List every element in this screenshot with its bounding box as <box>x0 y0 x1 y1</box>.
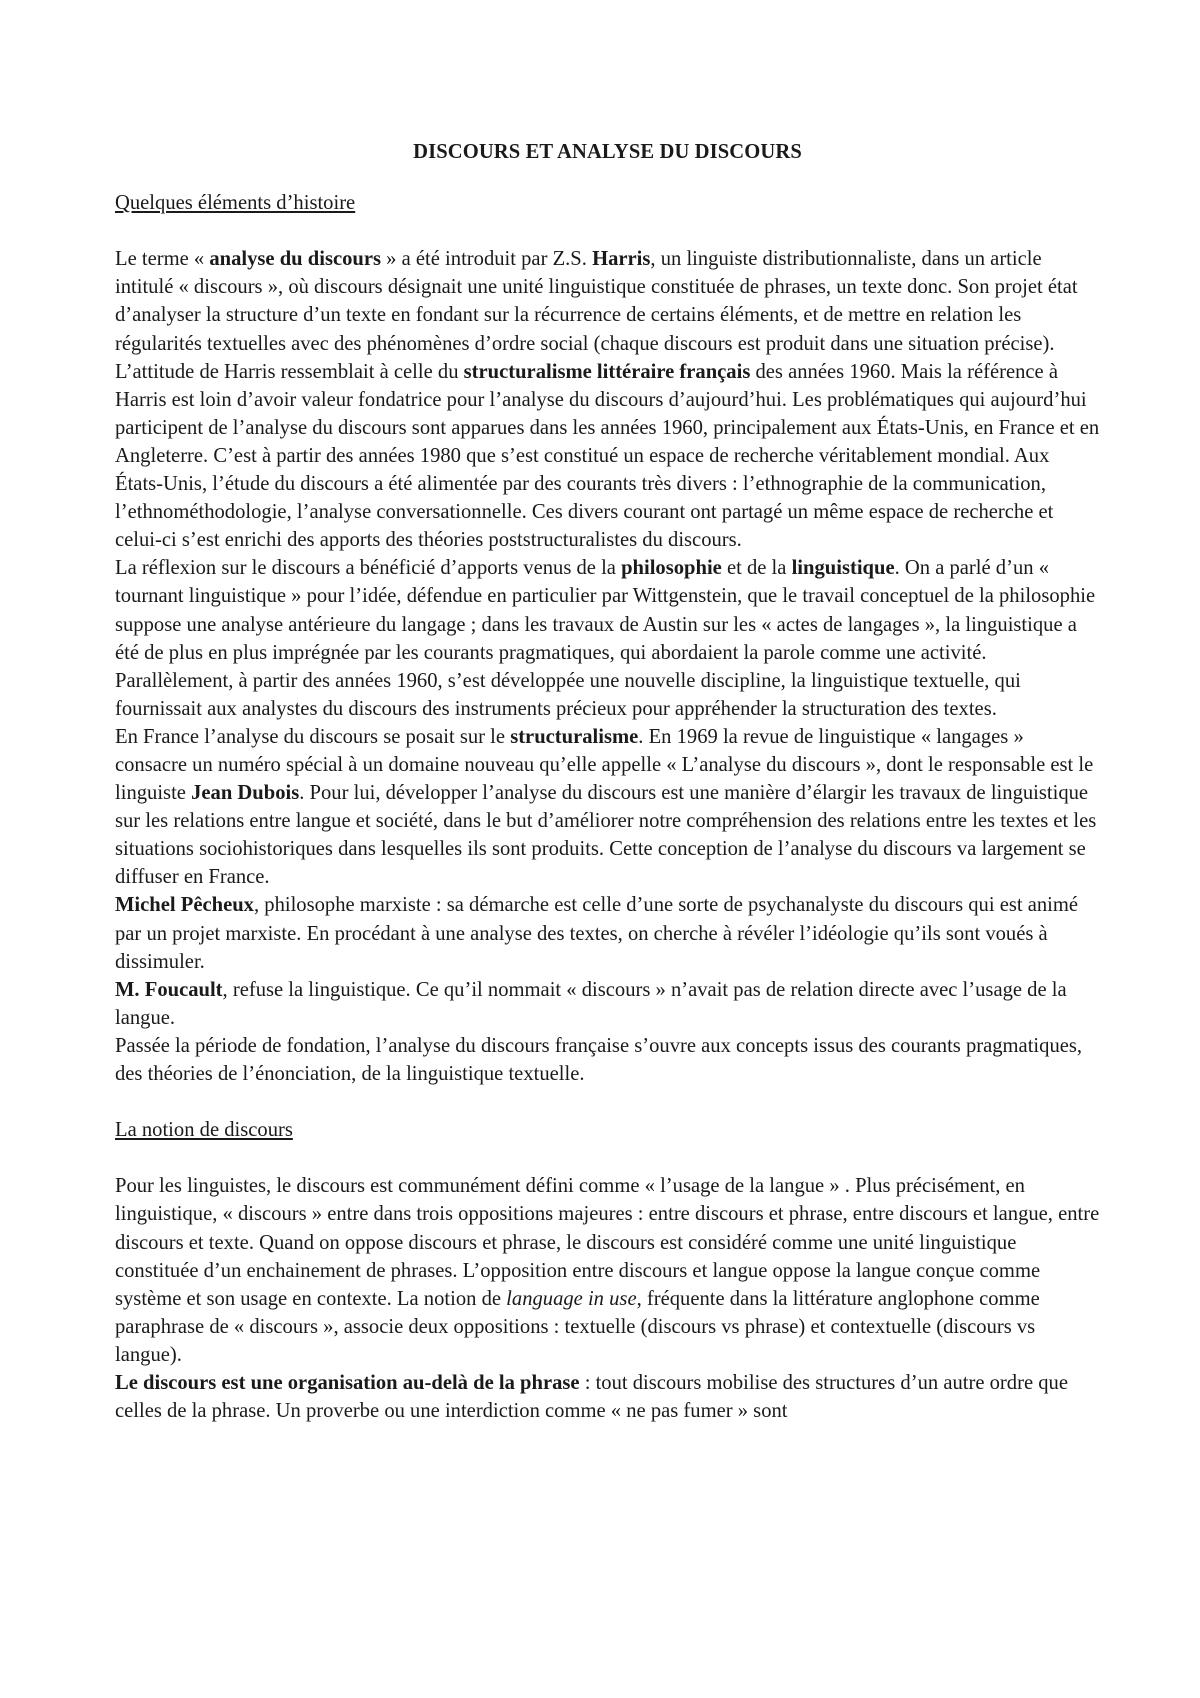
text-run: : tout discours mobilise des structures d’un autre ordre que celles de la phrase. Un proverbe ou une interdiction comme « ne pas fumer » sont <box>115 1372 1068 1423</box>
italic-term: language in use <box>506 1287 637 1310</box>
section-heading-history: Quelques éléments d’histoire <box>115 192 356 215</box>
text-run: La réflexion sur le discours a bénéficié d’apports venus de la <box>115 557 622 580</box>
text-run: Le terme « <box>115 248 210 271</box>
document-title: DISCOURS ET ANALYSE DU DISCOURS <box>413 141 802 163</box>
paragraph <box>115 976 1100 1032</box>
text-run: , un linguiste distributionnaliste, dans un article intitulé « discours », où discours désignait une unité linguistique constituée de phrases, un texte donc. Son projet état d’analyser la structure d’un texte en fondant sur la récurrence de certains éléments, et de mettre en relation les régularités textuelles avec des phénomènes d’ordre social (chaque discours est produit dans une situation précise). L’attitude de Harris ressemblait à celle du <box>115 248 1078 383</box>
text-run: » a été introduit par Z.S. <box>381 248 593 271</box>
bold-term: M. Foucault <box>115 978 223 1001</box>
text-run: , refuse la linguistique. Ce qu’il nommait « discours » n’avait pas de relation directe avec l’usage de la langue. <box>115 978 1067 1029</box>
text-run: des années 1960. Mais la référence à Harris est loin d’avoir valeur fondatrice pour l’analyse du discours d’aujourd’hui. Les problématiques qui aujourd’hui participent de l’analyse du discours sont apparues dans les années 1960, principalement aux États-Unis, en France et en Angleterre. C’est à partir des années 1980 que s’est constitué un espace de recherche véritablement mondial. Aux États-Unis, l’étude du discours a été alimentée par des courants très divers : l’ethnographie de la communication, l’ethnométhodologie, l’analyse conversationnelle. Ces divers courant ont partagé un même espace de recherche et celui-ci s’est enrichi des apports des théories poststructuralistes du discours. <box>115 360 1100 552</box>
paragraph <box>115 554 1100 723</box>
bold-term: Jean Dubois <box>191 782 300 805</box>
paragraph <box>115 1369 1100 1425</box>
document-body <box>115 138 1100 1425</box>
bold-term: Le discours est une organisation au-delà de la phrase <box>115 1372 580 1395</box>
text-run: et de la <box>721 557 792 580</box>
bold-term: structuralisme <box>510 725 639 748</box>
text-run: . On a parlé d’un « tournant linguistique » pour l’idée, défendue en particulier par Wittgenstein, que le travail conceptuel de la philosophie suppose une analyse antérieure du langage ; dans les travaux de Austin sur les « actes de langages », la linguistique a été de plus en plus imprégnée par les courants pragmatiques, qui abordaient la parole comme une activité. Parallèlement, à partir des années 1960, s’est développée une nouvelle discipline, la linguistique textuelle, qui fournissait aux analystes du discours des instruments précieux pour appréhender la structuration des textes. <box>115 557 1096 720</box>
paragraph <box>115 1032 1100 1088</box>
bold-term: analyse du discours <box>209 248 382 271</box>
text-run: En France l’analyse du discours se posait sur le <box>115 725 511 748</box>
bold-term: linguistique <box>791 557 895 580</box>
text-run: Pour les linguistes, le discours est communément défini comme « l’usage de la langue » . Plus précisément, en linguistique, « discours » entre dans trois oppositions majeures : entre discours et phrase, entre discours et langue, entre discours et texte. Quand on oppose discours et phrase, le discours est considéré comme une unité linguistique constituée d’un enchainement de phrases. L’opposition entre discours et langue oppose la langue conçue comme système et son usage en contexte. La notion de <box>115 1175 1100 1310</box>
bold-term: philosophie <box>621 557 722 580</box>
text-run: . Pour lui, développer l’analyse du discours est une manière d’élargir les travaux de linguistique sur les relations entre langue et société, dans le but d’améliorer notre compréhension des relations entre les textes et les situations sociohistoriques dans lesquelles ils sont produits. Cette conception de l’analyse du discours va largement se diffuser en France. <box>115 782 1097 889</box>
paragraph <box>115 1172 1100 1369</box>
paragraph <box>115 891 1100 975</box>
text-run: Passée la période de fondation, l’analyse du discours française s’ouvre aux concepts issus des courants pragmatiques, des théories de l’énonciation, de la linguistique textuelle. <box>115 1034 1083 1085</box>
section-body-notion <box>115 1172 1100 1425</box>
spacer <box>115 1144 1100 1172</box>
paragraph <box>115 245 1100 554</box>
bold-term: Michel Pêcheux <box>115 894 254 917</box>
paragraph <box>115 723 1100 892</box>
text-run: . En 1969 la revue de linguistique « langages » consacre un numéro spécial à un domaine nouveau qu’elle appelle « L’analyse du discours », dont le responsable est le linguiste <box>115 725 1094 805</box>
bold-term: Harris <box>592 248 651 271</box>
text-run: , fréquente dans la littérature anglophone comme paraphrase de « discours », associe deux oppositions : textuelle (discours vs phrase) et contextuelle (discours vs langue). <box>115 1287 1040 1366</box>
section-heading-notion: La notion de discours <box>115 1119 293 1142</box>
spacer <box>115 1088 1100 1116</box>
spacer <box>115 217 1100 245</box>
section-body-history <box>115 245 1100 1088</box>
text-run: , philosophe marxiste : sa démarche est celle d’une sorte de psychanalyste du discours qui est animé par un projet marxiste. En procédant à une analyse des textes, on cherche à révéler l’idéologie qu’ils sont voués à dissimuler. <box>115 894 1079 973</box>
bold-term: structuralisme littéraire français <box>463 360 751 383</box>
